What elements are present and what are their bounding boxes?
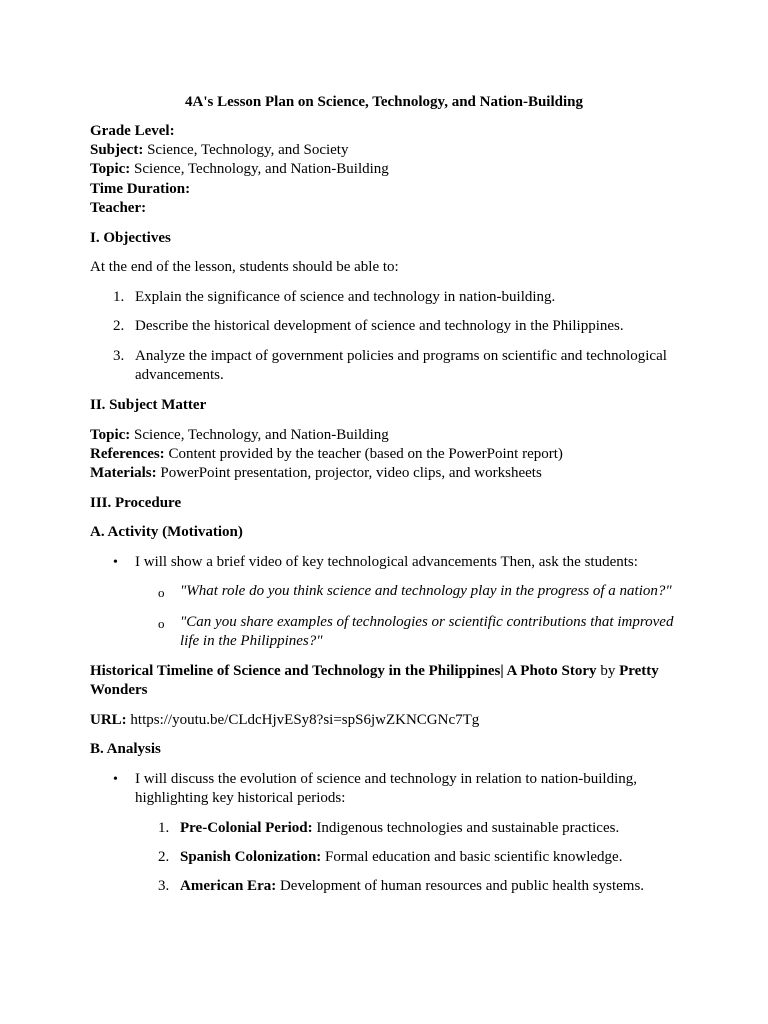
period-text: Indigenous technologies and sustainable practices. (316, 820, 620, 836)
sub-bullet-marker: o (158, 616, 165, 631)
analysis-bullet-line: highlighting key historical periods: (135, 790, 346, 806)
activity-heading: A. Activity (Motivation) (90, 524, 243, 540)
materials-value: PowerPoint presentation, projector, video clips, and worksheets (160, 465, 542, 481)
period-number: 3. (158, 878, 170, 894)
video-title: Historical Timeline of Science and Technology in the Philippines| A Photo Story (90, 663, 597, 679)
question-2-line: "Can you share examples of technologies or scientific contributions that improved (180, 614, 674, 630)
subject-matter-heading: II. Subject Matter (90, 397, 207, 413)
objectives-heading: I. Objectives (90, 230, 171, 246)
time-duration-label: Time Duration: (90, 181, 191, 197)
period-label: American Era: (180, 878, 277, 894)
topic-value: Science, Technology, and Nation-Building (134, 161, 389, 177)
sub-bullet-marker: o (158, 585, 165, 600)
period-item (180, 848, 622, 867)
objective-item-line: advancements. (135, 367, 224, 383)
bullet-marker: • (113, 772, 118, 787)
url-line (90, 711, 479, 730)
video-author: Pretty (619, 663, 659, 679)
video-title-line (90, 662, 659, 681)
question-1: "What role do you think science and technology play in the progress of a nation?" (180, 583, 672, 599)
period-label: Spanish Colonization: (180, 849, 322, 865)
subject-value: Science, Technology, and Society (147, 142, 349, 158)
references-line (90, 445, 563, 464)
teacher-label: Teacher: (90, 200, 147, 216)
references-label: References: (90, 446, 165, 462)
video-by: by (600, 663, 616, 679)
period-item (180, 819, 619, 838)
analysis-bullet-line: I will discuss the evolution of science and technology in relation to nation-building, (135, 771, 637, 787)
subject-label: Subject: (90, 142, 144, 158)
period-number: 2. (158, 849, 170, 865)
objective-number: 1. (113, 289, 125, 305)
materials-line (90, 464, 542, 483)
sm-topic-line (90, 426, 389, 445)
references-value: Content provided by the teacher (based on the PowerPoint report) (168, 446, 563, 462)
topic-label: Topic: (90, 161, 131, 177)
url-label: URL: (90, 712, 127, 728)
period-text: Formal education and basic scientific knowledge. (325, 849, 623, 865)
objective-item: Describe the historical development of science and technology in the Philippines. (135, 318, 624, 334)
analysis-heading: B. Analysis (90, 741, 161, 757)
objectives-intro: At the end of the lesson, students should be able to: (90, 259, 399, 275)
period-text: Development of human resources and public health systems. (279, 878, 645, 894)
video-author-continued: Wonders (90, 682, 148, 698)
question-2-line: life in the Philippines?" (180, 633, 323, 649)
objective-item: Explain the significance of science and technology in nation-building. (135, 289, 556, 305)
period-item (180, 877, 644, 896)
materials-label: Materials: (90, 465, 157, 481)
url-link[interactable]: https://youtu.be/CLdcHjvESy8?si=spS6jwZKNCGNc7Tg (130, 712, 480, 728)
period-label: Pre-Colonial Period: (180, 820, 313, 836)
subject-line (90, 141, 348, 160)
procedure-heading: III. Procedure (90, 495, 182, 511)
topic-line (90, 160, 389, 179)
objective-number: 3. (113, 348, 125, 364)
sm-topic-value: Science, Technology, and Nation-Building (134, 427, 389, 443)
bullet-marker: • (113, 555, 118, 570)
objective-number: 2. (113, 318, 125, 334)
objective-item-line: Analyze the impact of government policies and programs on scientific and technological (135, 348, 667, 364)
period-number: 1. (158, 820, 170, 836)
activity-bullet: I will show a brief video of key technological advancements Then, ask the students: (135, 554, 638, 570)
sm-topic-label: Topic: (90, 427, 131, 443)
document-title: 4A's Lesson Plan on Science, Technology, and Nation-Building (184, 94, 583, 110)
grade-level-label: Grade Level: (90, 123, 175, 139)
